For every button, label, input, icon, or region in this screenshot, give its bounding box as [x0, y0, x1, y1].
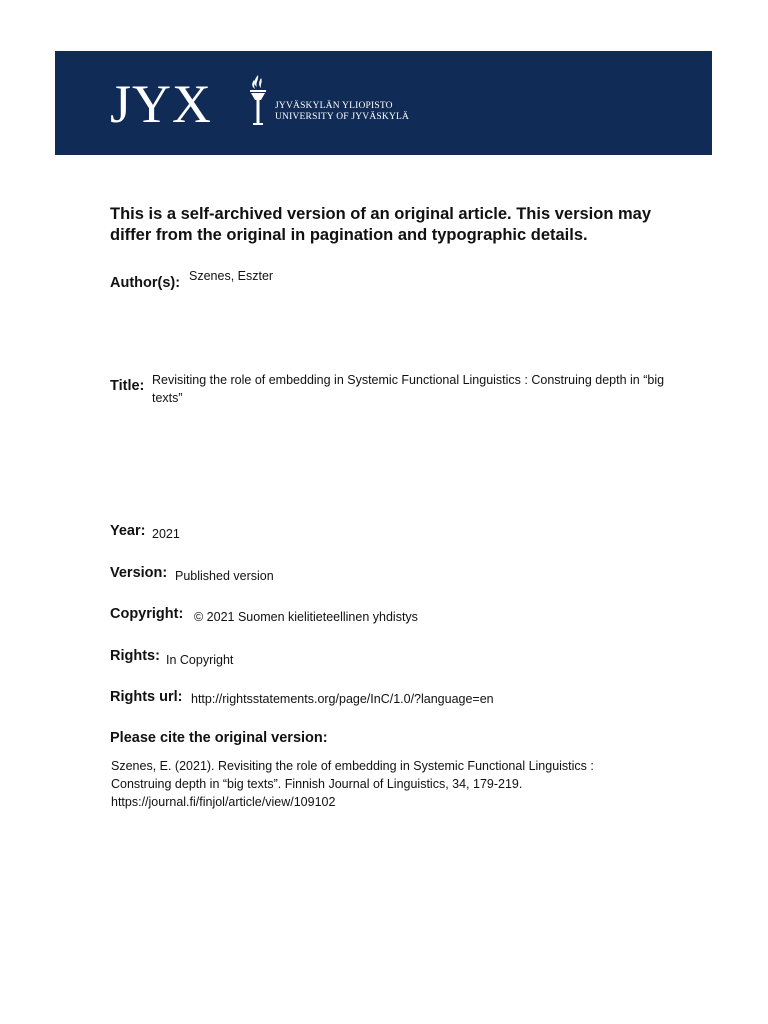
version-label: Version:	[110, 565, 168, 581]
citation-text	[111, 757, 651, 811]
title-label: Title:	[110, 378, 145, 394]
university-name-fi: JYVÄSKYLÄN YLIOPISTO	[275, 101, 393, 111]
university-name	[275, 101, 409, 123]
copyright-value: © 2021 Suomen kielitieteellinen yhdistys	[194, 610, 418, 624]
rights-label: Rights:	[110, 648, 160, 664]
title-value: Revisiting the role of embedding in Systemic Functional Linguistics : Construing depth in “big texts”	[152, 373, 665, 405]
self-archive-notice: This is a self-archived version of an original article. This version may differ from the original in pagination and typographic details.	[110, 205, 652, 244]
authors-label: Author(s):	[110, 275, 181, 291]
rights-url-label: Rights url:	[110, 689, 183, 705]
version-value: Published version	[175, 569, 274, 583]
university-name-en: UNIVERSITY OF JYVÄSKYLÄ	[275, 112, 410, 122]
copyright-label: Copyright:	[110, 606, 184, 622]
citation-line: Szenes, E. (2021). Revisiting the role of embedding in Systemic Functional Linguistics :	[111, 759, 594, 773]
year-value: 2021	[152, 527, 180, 541]
rights-value: In Copyright	[166, 653, 234, 667]
jyx-logo: JYX	[110, 74, 213, 134]
authors-value: Szenes, Eszter	[189, 269, 274, 283]
citation-line: Construing depth in “big texts”. Finnish Journal of Linguistics, 34, 179-219.	[111, 777, 523, 791]
cite-heading: Please cite the original version:	[110, 730, 328, 746]
year-label: Year:	[110, 523, 146, 539]
header-banner	[55, 51, 712, 155]
citation-url-link[interactable]: https://journal.fi/finjol/article/view/109102	[111, 795, 336, 809]
rights-url-link[interactable]: http://rightsstatements.org/page/InC/1.0/?language=en	[191, 692, 494, 706]
torch-icon	[245, 73, 271, 129]
